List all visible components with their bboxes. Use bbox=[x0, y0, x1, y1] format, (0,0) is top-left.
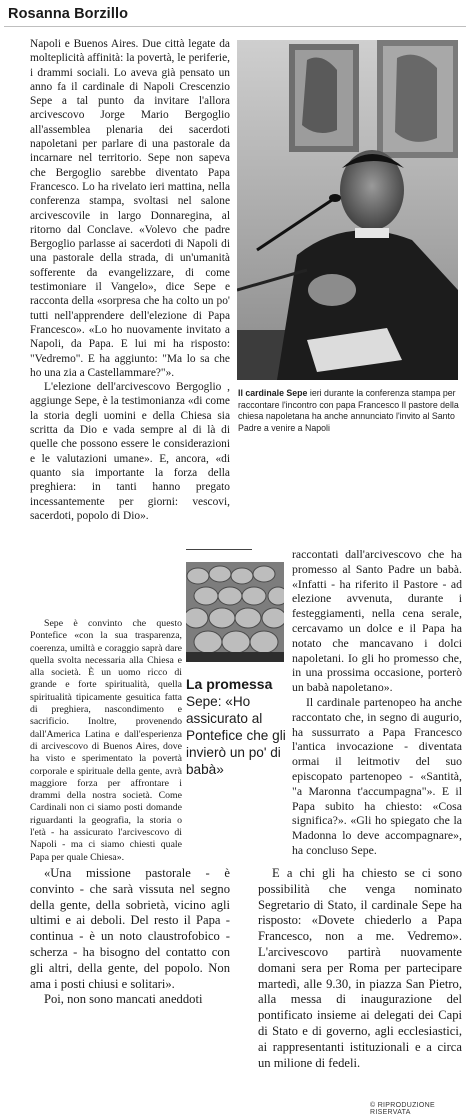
baba-image bbox=[186, 562, 284, 662]
article-column-1 bbox=[30, 37, 230, 522]
article-column-1-narrow bbox=[30, 618, 182, 868]
paragraph-3: Sepe è convinto che questo Pontefice «con la sua trasparenza, coerenza, umiltà e coraggio saprà dare quella svolta necessaria alla Chiesa e alla società. È un uomo ricco di grande e forte spiritualità, quella spiritualità tipicamente gesuitica fatta di preghiera, nascondimento e sacrificio. Inoltre, provenendo dall'America Latina e dall'esperienza di arcivescovo di Buenos Aires, dove ha visto e sperimentato la povertà corporale e spirituale della gente, avrà maggiore forza per affrontare i drammi della nostra società. Come Cardinali non ci siamo posti domande riguardanti la geografia, la storia o l'età - ha assicurato l'arcivescovo di Napoli - ma ci siamo chiesti quale Papa per quale Chiesa». bbox=[30, 618, 182, 863]
caption-subject: Il cardinale Sepe bbox=[238, 388, 308, 398]
caption-text: ieri durante la conferenza stampa per raccontare l'incontro con papa Francesco Il pastore della chiesa napoletana ha anche annunciato l'invito al Santo Padre a venire a Napoli bbox=[238, 388, 459, 433]
article-column-2 bbox=[292, 547, 462, 857]
article-column-1-lower bbox=[30, 866, 230, 1106]
paragraph-8: E a chi gli ha chiesto se ci sono possibilità che venga nominato Segretario di Stato, il cardinale Sepe ha risposto: «Dovete chiederlo a Papa Francesco, non a me. Vedremo». L'arcivescovo partirà nuovamente domani sera per Roma per partecipare martedì, alle 9.30, in piazza San Pietro, alla messa di inaugurazione del pontificato insieme ai delegati dei Capi di Stato e di governo, agli ecclesiastici, ai rappresentanti istituzionali e a circa un milione di fedeli. bbox=[258, 866, 462, 1070]
header-rule bbox=[4, 26, 466, 27]
promo-rule bbox=[186, 549, 252, 550]
promo-box bbox=[186, 676, 286, 778]
paragraph-6: raccontati dall'arcivescovo che ha promesso al Santo Padre un babà. «Infatti - ha riferito il Pastore - ad elezione avvenuta, durante i festeggiamenti, nella cena serale, cercavamo un dolce e il Papa ha notato che mancavano i dolci napoletani. Io gli ho promesso che, in una prossima occasione, porterò un babà napoletano». bbox=[292, 547, 462, 695]
article-column-2-lower bbox=[258, 866, 462, 1086]
paragraph-2: L'elezione dell'arcivescovo Bergoglio , aggiunge Sepe, è la testimonianza «di come la storia degli uomini e della Chiesa sia scritta da Dio e vada sempre al di là di quelle che possono essere le considerazioni e le valutazioni umane». E, ancora, «di quanto sia importante la forza della preghiera: in tanti hanno pregato incessantemente per giorni: vescovi, sacerdoti, popolo di Dio». bbox=[30, 381, 230, 522]
promo-title: La promessa bbox=[186, 676, 273, 692]
paragraph-4: «Una missione pastorale - è convinto - che sarà vissuta nel segno della gente, della sobrietà, vicino agli ultimi e ai deboli. Del resto il Papa - continua - è un noto claustrofobico - scherza - ha bisogno del contatto con gli altri, della gente, del popolo. Non ama i posti chiusi e solitari». bbox=[30, 866, 230, 991]
promo-quote: Sepe: «Ho assicurato al Pontefice che gli invierò un po' di babà» bbox=[186, 694, 286, 777]
photo-caption bbox=[238, 388, 464, 434]
paragraph-1: Napoli e Buenos Aires. Due città legate da molteplicità affinità: la povertà, le periferie, i drammi sociali. Lo aveva già pensato un anno fa il cardinale di Napoli Crescenzio Sepe a tal punto da invitare l'allora arcivescovo Jorge Mario Bergoglio all'assemblea plenaria dei sacerdoti napoletani per parlare di una pastorale da incarnare nel territorio. Sepe non sapeva che Bergoglio sarebbe diventato Papa Francesco. Lo ha rivelato ieri mattina, nella conferenza stampa, svoltasi nel salone arcivescovile in largo Donnaregina, al ritorno dal Conclave. «Volevo che padre Bergoglio parlasse ai sacerdoti di Napoli di una pastorale della strada, di un'umanità sofferente da evangelizzare, di come testimoniare il Vangelo», dice Sepe e racconta della «sorpresa che ha colto un po' tutti nell'apprendere dell'elezione di Papa Francesco». «Lo ho nuovamente invitato a Napoli, da Papa. E lui mi ha risposto: "Vedremo". E ha aggiunto: "Ma lo sa che ho una zia a Castellammare?"». bbox=[30, 38, 230, 379]
cardinal-photo bbox=[237, 40, 458, 380]
copyright-note: © RIPRODUZIONE RISERVATA bbox=[370, 1102, 435, 1116]
author-byline: Rosanna Borzillo bbox=[8, 6, 129, 22]
paragraph-7: Il cardinale partenopeo ha anche raccontato che, in segno di augurio, ha sussurrato a Papa Francesco l'antica invocazione - diventata ormai il leitmotiv del suo episcopato partenopeo - «Santità, "a Maronna t'accumpagna"». E il Papa subito ha chiesto: «Cosa significa?». «Gli ho spiegato che la Madonna lo deve accompagnare», ha concluso Sepe. bbox=[292, 694, 462, 857]
paragraph-5: Poi, non sono mancati aneddoti bbox=[44, 992, 203, 1007]
